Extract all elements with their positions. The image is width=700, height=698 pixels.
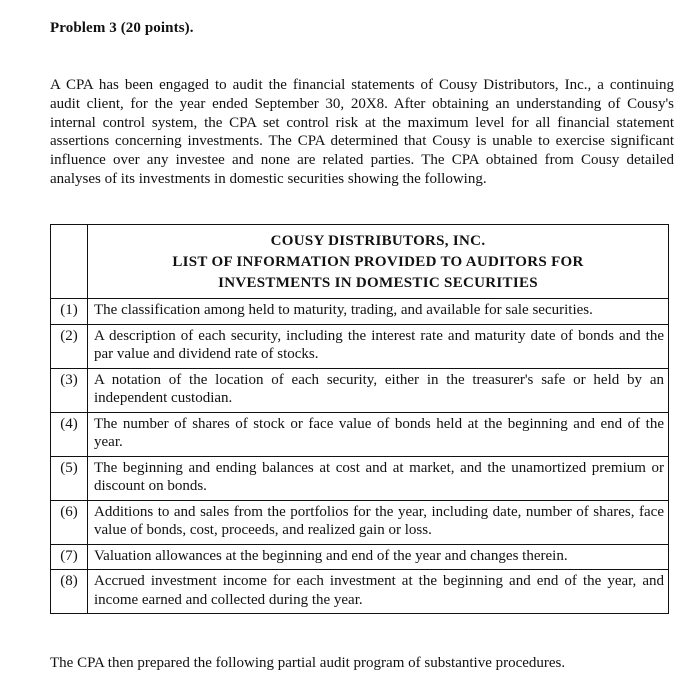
item-text: The number of shares of stock or face value of bonds held at the beginning and end of the year. [88, 412, 669, 456]
table-title-blank-cell [51, 225, 88, 299]
table-title-row [51, 225, 669, 299]
table-row [51, 500, 669, 544]
item-number: (2) [51, 324, 88, 368]
table-row [51, 412, 669, 456]
table-title [88, 225, 669, 299]
table-row [51, 544, 669, 570]
item-number: (6) [51, 500, 88, 544]
item-number: (1) [51, 299, 88, 325]
table-title-line2: LIST OF INFORMATION PROVIDED TO AUDITORS FOR [172, 254, 584, 270]
closing-paragraph: The CPA then prepared the following partial audit program of substantive procedures. [50, 655, 566, 671]
item-number: (4) [51, 412, 88, 456]
table-row [51, 456, 669, 500]
item-number: (5) [51, 456, 88, 500]
table-row [51, 299, 669, 325]
item-text: Accrued investment income for each investment at the beginning and end of the year, and income earned and collected during the year. [88, 570, 669, 614]
item-text: The beginning and ending balances at cost and at market, and the unamortized premium or discount on bonds. [88, 456, 669, 500]
item-text: A description of each security, including the interest rate and maturity date of bonds and the par value and dividend rate of stocks. [88, 324, 669, 368]
item-number: (7) [51, 544, 88, 570]
intro-paragraph: A CPA has been engaged to audit the financial statements of Cousy Distributors, Inc., a continuing audit client, for the year ended September 30, 20X8. After obtaining an understanding of Cousy's internal control system, the CPA set control risk at the maximum level for all financial statement assertions concerning investments. The CPA determined that Cousy is unable to exercise significant influence over any investee and none are related parties. The CPA obtained from Cousy detailed analyses of its investments in domestic securities showing the following. [50, 77, 674, 187]
item-text: Valuation allowances at the beginning and end of the year and changes therein. [88, 544, 669, 570]
information-list-table [50, 224, 669, 614]
table-row [51, 324, 669, 368]
item-number: (3) [51, 368, 88, 412]
item-number: (8) [51, 570, 88, 614]
table-row [51, 368, 669, 412]
table-title-company: COUSY DISTRIBUTORS, INC. [270, 233, 486, 249]
item-text: The classification among held to maturity, trading, and available for sale securities. [88, 299, 669, 325]
item-text: A notation of the location of each security, either in the treasurer's safe or held by an independent custodian. [88, 368, 669, 412]
problem-heading: Problem 3 (20 points). [50, 20, 194, 36]
table-row [51, 570, 669, 614]
item-text: Additions to and sales from the portfolios for the year, including date, number of shares, face value of bonds, cost, proceeds, and realized gain or loss. [88, 500, 669, 544]
table-title-line3: INVESTMENTS IN DOMESTIC SECURITIES [218, 275, 538, 291]
